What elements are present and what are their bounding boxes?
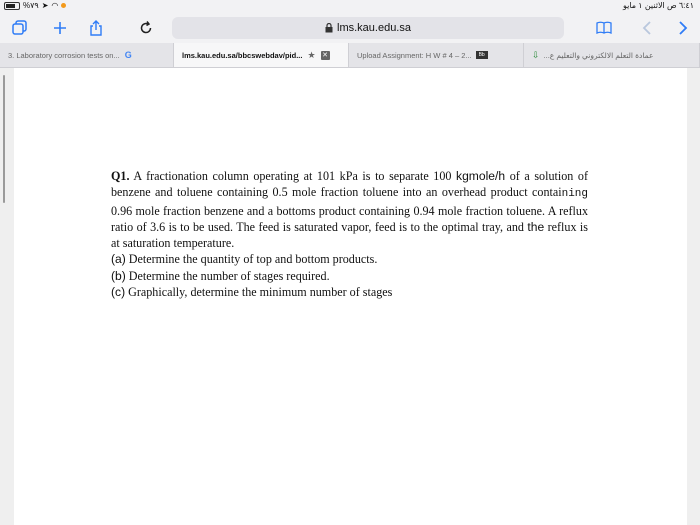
question-block xyxy=(111,168,588,300)
bookmarks-icon[interactable] xyxy=(596,20,612,36)
back-icon[interactable] xyxy=(640,20,656,36)
tab-bar xyxy=(0,43,700,68)
tab-label: 3. Laboratory corrosion tests on... xyxy=(8,50,120,60)
location-icon: ➤ xyxy=(41,1,49,10)
star-icon: ★ xyxy=(307,49,316,60)
status-datetime: ٦:٤١ ص الاثنين ١ مايو xyxy=(622,1,694,10)
part-a: (a) Determine the quantity of top and bottom products. xyxy=(111,252,378,267)
new-tab-icon[interactable] xyxy=(52,20,68,36)
document-page xyxy=(14,68,687,525)
battery-icon xyxy=(4,2,20,10)
scrollbar[interactable] xyxy=(3,75,5,203)
download-icon: ⇩ xyxy=(532,49,540,60)
part-b: (b) Determine the number of stages required. xyxy=(111,268,330,283)
tab-lms-active[interactable] xyxy=(174,43,349,67)
address-bar[interactable] xyxy=(172,17,564,39)
status-bar xyxy=(0,0,700,13)
unit-text: kgmole/h xyxy=(456,169,506,183)
tab-label: عمادة التعلم الالكتروني والتعليم ع... xyxy=(543,50,654,60)
url-text: lms.kau.edu.sa xyxy=(337,22,411,34)
tab-label: Upload Assignment: H W # 4 – 2... xyxy=(357,50,472,60)
lock-icon xyxy=(325,23,333,33)
reload-icon[interactable] xyxy=(138,20,154,36)
google-icon: G xyxy=(124,50,132,60)
wifi-icon: ◠ xyxy=(51,1,59,10)
close-tab-icon[interactable]: ✕ xyxy=(322,51,328,59)
battery-percent: %٧٩ xyxy=(23,1,39,10)
part-c: (c) Graphically, determine the minimum number of stages xyxy=(111,285,393,300)
tab-corrosion[interactable] xyxy=(0,43,174,67)
forward-icon[interactable] xyxy=(674,20,690,36)
tab-upload-assignment[interactable] xyxy=(349,43,524,67)
web-content xyxy=(0,68,700,525)
question-text: Q1. A fractionation column operating at 101 kPa is to separate 100 kgmole/h of a solution of benzene and toluene containing 0.5 mole fraction toluene into an overhead product containing 0.96 mole fraction benzene and a bottoms product containing 0.94 mole fraction toluene. A reflux ratio of 3.6 is to be used. The feed is saturated vapor, feed is to the optimal tray, and the reflux is at saturation temperature. xyxy=(111,169,588,251)
status-indicators xyxy=(4,1,66,10)
tabs-overview-icon[interactable] xyxy=(12,20,28,36)
question-number: Q1. xyxy=(111,169,130,183)
browser-toolbar xyxy=(0,13,700,43)
recording-dot-icon xyxy=(61,3,66,8)
tab-elearning[interactable] xyxy=(524,43,700,67)
tab-label: lms.kau.edu.sa/bbcswebdav/pid... xyxy=(182,50,303,60)
blackboard-icon: Bb xyxy=(476,51,488,59)
share-icon[interactable] xyxy=(88,20,104,36)
